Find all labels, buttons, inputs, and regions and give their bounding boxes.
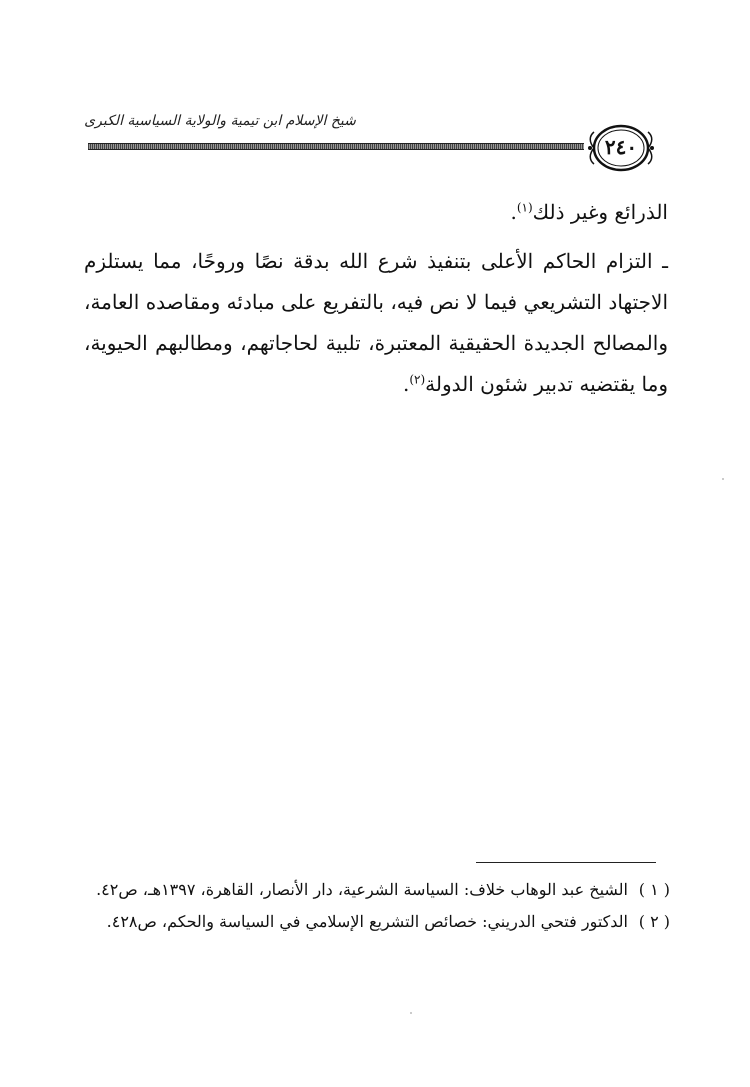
- footnote-ref-1[interactable]: (١): [516, 200, 533, 215]
- page-number: ٢٤٠: [604, 135, 638, 159]
- footnote-1-text: الشيخ عبد الوهاب خلاف: السياسة الشرعية، دار الأنصار، القاهرة، ١٣٩٧هـ، ص٤٢.: [96, 880, 628, 899]
- paragraph-1: [84, 192, 668, 233]
- paragraph-2: [84, 241, 668, 405]
- scan-speck: [722, 478, 724, 480]
- paragraph-2-end: .: [402, 372, 410, 396]
- running-title: شيخ الإسلام ابن تيمية والولاية السياسية الكبرى: [84, 113, 356, 129]
- page-number-badge: [586, 122, 656, 174]
- footnote-1: [80, 875, 670, 905]
- footnote-2-text: الدكتور فتحي الدريني: خصائص التشريع الإسلامي في السياسة والحكم، ص٤٢٨.: [106, 912, 628, 931]
- header-rule: [88, 143, 584, 150]
- footnote-separator: [476, 862, 656, 863]
- body-text: [84, 192, 668, 405]
- paragraph-2-text: ـ التزام الحاكم الأعلى بتنفيذ شرع الله بدقة نصًا وروحًا، مما يستلزم الاجتهاد التشريعي فيما لا نص فيه، بالتفريع على مبادئه ومقاصده العامة، والمصالح الجديدة الحقيقية المعتبرة، تلبية لحاجاتهم، ومطالبهم الحيوية، وما يقتضيه تدبير شئون الدولة: [84, 249, 668, 396]
- footnote-2: [80, 907, 670, 937]
- scan-speck: [410, 1012, 412, 1014]
- footnote-ref-2[interactable]: (٢): [409, 372, 426, 387]
- paragraph-1-end: .: [510, 200, 517, 224]
- footnote-1-number: ( ١ ): [638, 880, 670, 899]
- footnotes: [80, 875, 670, 939]
- paragraph-1-text: الذرائع وغير ذلك: [532, 200, 668, 224]
- footnote-2-number: ( ٢ ): [638, 912, 670, 931]
